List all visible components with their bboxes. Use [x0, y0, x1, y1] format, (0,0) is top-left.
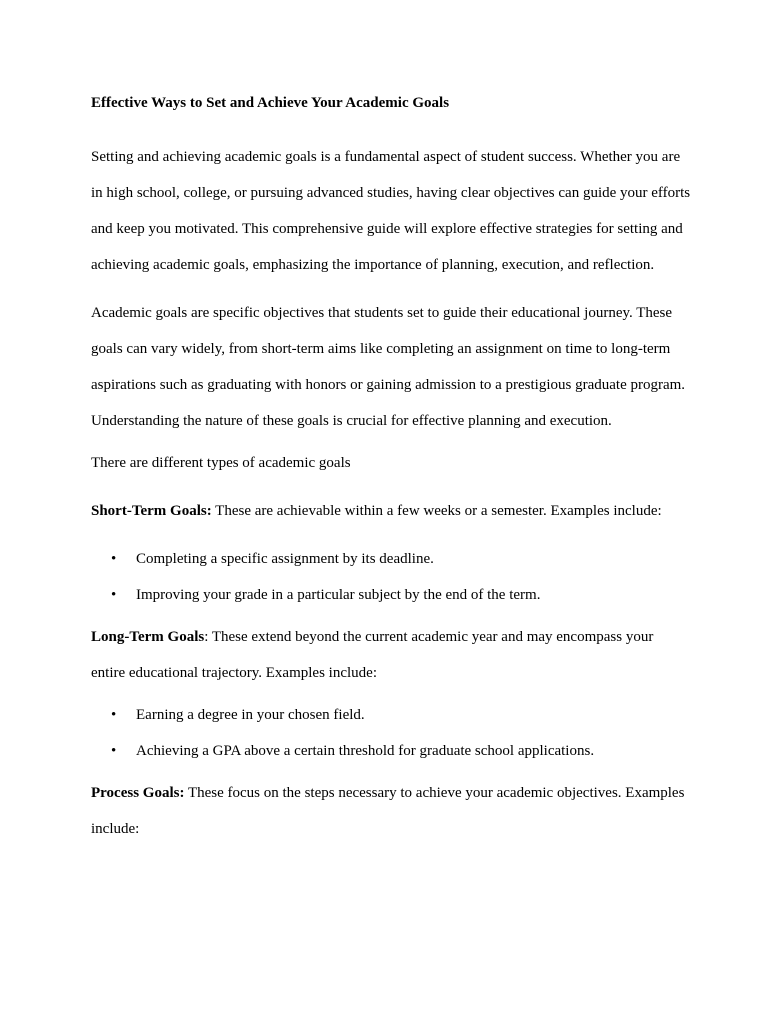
- short-term-paragraph: [91, 499, 691, 523]
- list-item: [91, 739, 691, 763]
- list-item-text: Improving your grade in a particular subject by the end of the term.: [136, 587, 541, 603]
- bullet-icon: •: [111, 707, 117, 723]
- bullet-icon: •: [111, 743, 117, 759]
- intro-paragraph: Setting and achieving academic goals is a fundamental aspect of student success. Whether you are in high school, college, or pursuing advanced studies, having clear objectives can guide your efforts and keep you motivated. This comprehensive guide will explore effective strategies for setting and achieving academic goals, emphasizing the importance of planning, execution, and reflection.: [91, 149, 691, 273]
- short-term-description: These are achievable within a few weeks or a semester. Examples include:: [211, 503, 662, 519]
- document-title: Effective Ways to Set and Achieve Your Academic Goals: [91, 95, 450, 111]
- list-item: [91, 547, 691, 571]
- types-intro-paragraph: There are different types of academic goals: [91, 455, 351, 471]
- list-item: [91, 703, 691, 727]
- process-paragraph: [91, 775, 691, 847]
- process-heading: Process Goals:: [91, 785, 185, 801]
- short-term-examples-list: [91, 547, 691, 607]
- list-item-text: Completing a specific assignment by its deadline.: [136, 551, 434, 567]
- list-item-text: Achieving a GPA above a certain threshold for graduate school applications.: [136, 743, 595, 759]
- document-body: [91, 91, 691, 859]
- long-term-description: : These extend beyond the current academic year and may encompass your entire educational trajectory. Examples include:: [91, 629, 654, 681]
- long-term-heading: Long-Term Goals: [91, 629, 205, 645]
- bullet-icon: •: [111, 587, 117, 603]
- short-term-heading: Short-Term Goals:: [91, 503, 212, 519]
- list-item: [91, 583, 691, 607]
- long-term-examples-list: [91, 703, 691, 763]
- list-item-text: Earning a degree in your chosen field.: [136, 707, 365, 723]
- definition-paragraph: Academic goals are specific objectives that students set to guide their educational journey. These goals can vary widely, from short-term aims like completing an assignment on time to long-term aspirations such as graduating with honors or gaining admission to a prestigious graduate program. Understanding the nature of these goals is crucial for effective planning and execution.: [91, 305, 686, 429]
- bullet-icon: •: [111, 551, 117, 567]
- long-term-paragraph: [91, 619, 691, 691]
- process-description: These focus on the steps necessary to achieve your academic objectives. Examples include:: [91, 785, 685, 837]
